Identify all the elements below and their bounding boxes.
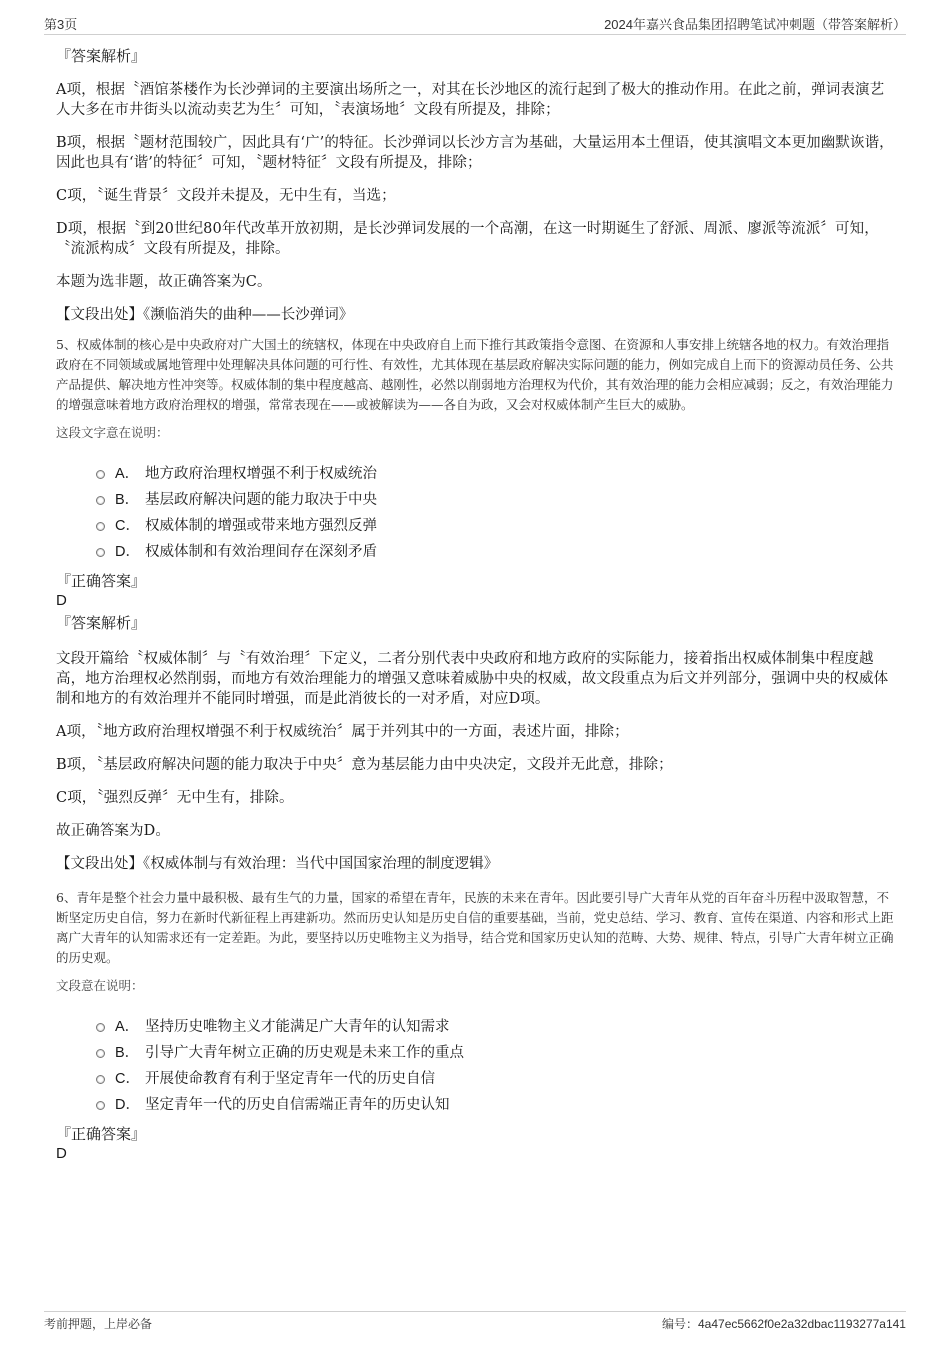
- option-b[interactable]: [96, 1040, 898, 1066]
- option-a[interactable]: [96, 1014, 898, 1040]
- correct-answer-label: 『正确答案』: [56, 572, 147, 590]
- footer-slogan: 考前押题，上岸必备: [44, 1317, 153, 1331]
- option-letter: D．: [115, 544, 140, 560]
- page-footer: [44, 1311, 906, 1334]
- option-c[interactable]: [96, 1066, 898, 1092]
- option-letter: B．: [115, 492, 140, 508]
- analysis-paragraph: B项，根据〝题材范围较广，因此具有‘广’的特征。长沙弹词以长沙方言为基础，大量运用本土俚语，使其演唱文本更加幽默诙谐，因此也具有‘谐’的特征〞可知，〝题材特征〞文段有所提及，排除；: [56, 135, 894, 171]
- option-list: [96, 461, 898, 565]
- option-d[interactable]: [96, 1092, 898, 1118]
- analysis-paragraph: C项，〝强烈反弹〞无中生有，排除。: [56, 790, 294, 806]
- option-letter: A．: [115, 1019, 140, 1035]
- correct-answer: D: [56, 1145, 67, 1162]
- analysis-paragraph: 文段开篇给〝权威体制〞与〝有效治理〞下定义，二者分别代表中央政府和地方政府的实际能力，接着指出权威体制集中程度越高，地方治理权必然削弱，而地方有效治理能力的增强又意味着威胁中央的权威，故文段重点为后文并列部分，强调中央的权威体制和地方的有效治理并不能同时增强，而是此消彼长的一对矛盾，对应D项。: [56, 651, 889, 707]
- page-header: [44, 14, 906, 35]
- document-title: 2024年嘉兴食品集团招聘笔试冲刺题（带答案解析）: [604, 17, 906, 32]
- radio-button[interactable]: [96, 1075, 105, 1084]
- correct-answer-label: 『正确答案』: [56, 1125, 147, 1143]
- source-citation: 【文段出处】《濒临消失的曲种——长沙弹词》: [56, 307, 354, 323]
- option-list: [96, 1014, 898, 1118]
- radio-button[interactable]: [96, 1023, 105, 1032]
- radio-button[interactable]: [96, 470, 105, 479]
- analysis-paragraph: A项，根据〝酒馆茶楼作为长沙弹词的主要演出场所之一，对其在长沙地区的流行起到了极大的推动作用。在此之前，弹词表演艺人大多在市井街头以流动卖艺为生〞可知，〝表演场地〞文段有所提及，排除；: [56, 82, 885, 118]
- option-text: 开展使命教育有利于坚定青年一代的历史自信: [145, 1071, 435, 1087]
- analysis-label: 『答案解析』: [56, 614, 147, 632]
- option-text: 引导广大青年树立正确的历史观是未来工作的重点: [145, 1045, 464, 1061]
- option-letter: B．: [115, 1045, 140, 1061]
- correct-answer: D: [56, 592, 67, 609]
- document-serial: 编号：4a47ec5662f0e2a32dbac1193277a141: [662, 1317, 906, 1331]
- option-text: 基层政府解决问题的能力取决于中央: [145, 492, 377, 508]
- option-letter: A．: [115, 466, 140, 482]
- analysis-paragraph: 故正确答案为D。: [56, 823, 170, 839]
- option-text: 权威体制和有效治理间存在深刻矛盾: [145, 544, 377, 560]
- option-b[interactable]: [96, 487, 898, 513]
- option-letter: C．: [115, 1071, 140, 1087]
- radio-button[interactable]: [96, 548, 105, 557]
- option-a[interactable]: [96, 461, 898, 487]
- radio-button[interactable]: [96, 1101, 105, 1110]
- question-stem: 5、权威体制的核心是中央政府对广大国土的统辖权，体现在中央政府自上而下推行其政策指令意图、在资源和人事安排上统辖各地的权力。有效治理指政府在不同领域或属地管理中处理解决具体问题的可行性、有效性，尤其体现在基层政府解决实际问题的能力，例如完成自上而下的资源动员任务、公共产品提供、解决地方性冲突等。权威体制的集中程度越高、越刚性，必然以削弱地方治理权为代价，其有效治理的能力会相应减弱；反之，有效治理能力的增强意味着地方政府治理权的增强，常常表现在——或被解读为——各自为政，又会对权威体制产生巨大的威胁。: [56, 337, 894, 412]
- option-letter: C．: [115, 518, 140, 534]
- question-stem: 6、青年是整个社会力量中最积极、最有生气的力量，国家的希望在青年，民族的未来在青年。因此要引导广大青年从党的百年奋斗历程中汲取智慧，不断坚定历史自信，努力在新时代新征程上再建新功。然而历史认知是历史自信的重要基础，当前，党史总结、学习、教育、宣传在渠道、内容和形式上距离广大青年的认知需求还有一定差距。为此，要坚持以历史唯物主义为指导，结合党和国家历史认知的范畴、大势、规律、特点，引导广大青年树立正确的历史观。: [56, 890, 894, 965]
- radio-button[interactable]: [96, 1049, 105, 1058]
- analysis-paragraph: B项，〝基层政府解决问题的能力取决于中央〞意为基层能力由中央决定，文段并无此意，排除；: [56, 757, 673, 773]
- page-content: [56, 46, 898, 1166]
- radio-button[interactable]: [96, 522, 105, 531]
- option-d[interactable]: [96, 539, 898, 565]
- option-text: 权威体制的增强或带来地方强烈反弹: [145, 518, 377, 534]
- analysis-paragraph: D项，根据〝到20世纪80年代改革开放初期，是长沙弹词发展的一个高潮，在这一时期诞生了舒派、周派、廖派等流派〞可知，〝流派构成〞文段有所提及，排除。: [56, 221, 879, 257]
- option-letter: D．: [115, 1097, 140, 1113]
- option-text: 坚定青年一代的历史自信需端正青年的历史认知: [145, 1097, 450, 1113]
- analysis-paragraph: A项，〝地方政府治理权增强不利于权威统治〞属于并列其中的一方面，表述片面，排除；: [56, 724, 629, 740]
- analysis-label: 『答案解析』: [56, 47, 147, 65]
- analysis-paragraph: 本题为选非题，故正确答案为C。: [56, 274, 272, 290]
- option-text: 坚持历史唯物主义才能满足广大青年的认知需求: [145, 1019, 450, 1035]
- radio-button[interactable]: [96, 496, 105, 505]
- source-citation: 【文段出处】《权威体制与有效治理：当代中国国家治理的制度逻辑》: [56, 856, 499, 872]
- question-prompt: 这段文字意在说明：: [56, 425, 169, 440]
- question-prompt: 文段意在说明：: [56, 978, 144, 993]
- option-c[interactable]: [96, 513, 898, 539]
- page-number: 第3页: [44, 17, 78, 32]
- analysis-paragraph: C项，〝诞生背景〞文段并未提及，无中生有，当选；: [56, 188, 396, 204]
- option-text: 地方政府治理权增强不利于权威统治: [145, 466, 377, 482]
